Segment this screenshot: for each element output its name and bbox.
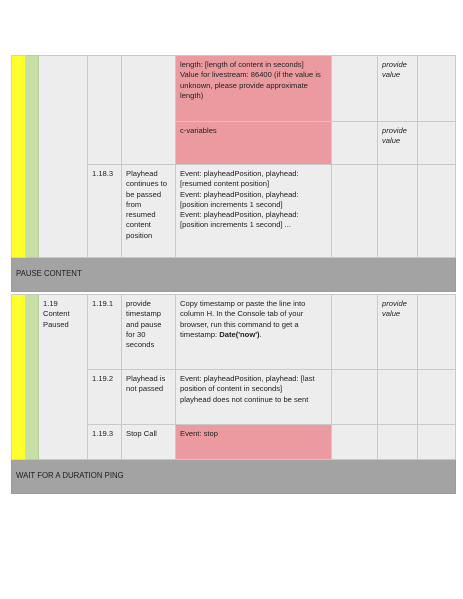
actual-cell[interactable] [332, 56, 378, 122]
result-cell[interactable] [418, 56, 456, 122]
expected-text: Copy timestamp or paste the line into column H. In the Console tab of your browser, run this command to get a timestamp: [180, 299, 306, 339]
section-id-cell [39, 56, 88, 258]
status-color-green [26, 295, 39, 460]
step-action-cell: Playhead is not passed [122, 370, 176, 425]
step-id-cell: 1.19.3 [88, 425, 122, 460]
test-steps-table [11, 55, 456, 494]
expected-cell-stop: Event: stop [176, 425, 332, 460]
expected-text: Event: playheadPosition, playhead: [position increments 1 second] [180, 189, 299, 209]
status-color-yellow [12, 56, 26, 258]
expected-cell [176, 295, 332, 370]
step-action-cell: Stop Call [122, 425, 176, 460]
result-cell[interactable] [418, 370, 456, 425]
step-id-cell: 1.19.2 [88, 370, 122, 425]
expected-text: Event: playheadPosition, playhead: [last position of content in seconds] [180, 374, 315, 394]
table-row [12, 295, 456, 370]
expected-text: playhead does not continue to be sent [180, 394, 309, 404]
step-action-cell: provide timestamp and pause for 30 seconds [122, 295, 176, 370]
expected-cell-c-variables: c-variables [176, 122, 332, 165]
note-cell [378, 370, 418, 425]
section-title: Content Paused [43, 309, 70, 329]
expected-cell [176, 165, 332, 258]
note-cell: provide value [378, 295, 418, 370]
step-action-cell: Playhead continues to be passed from resumed content position [122, 165, 176, 258]
result-cell[interactable] [418, 425, 456, 460]
status-color-yellow [12, 295, 26, 460]
note-cell [378, 425, 418, 460]
step-id-cell [88, 56, 122, 165]
section-id-cell [39, 295, 88, 460]
expected-text: length: [length of content in seconds] [180, 60, 304, 69]
result-cell[interactable] [418, 165, 456, 258]
table-row [12, 56, 456, 122]
note-cell [378, 165, 418, 258]
expected-cell-length [176, 56, 332, 122]
actual-cell[interactable] [332, 370, 378, 425]
expected-text: . [259, 329, 262, 339]
step-action-cell [122, 56, 176, 165]
expected-text: Event: playheadPosition, playhead: [position increments 1 second] ... [180, 210, 299, 230]
expected-command: Date('now') [219, 329, 260, 339]
section-header-row [12, 258, 456, 292]
actual-cell[interactable] [332, 122, 378, 165]
note-cell: provide value [378, 56, 418, 122]
note-cell: provide value [378, 122, 418, 165]
actual-cell[interactable] [332, 425, 378, 460]
step-id-cell: 1.19.1 [88, 295, 122, 370]
section-id: 1.19 [43, 299, 58, 308]
expected-text: Value for livestream: 86400 (if the value is unknown, please provide approximate length) [180, 70, 321, 100]
actual-cell[interactable] [332, 165, 378, 258]
expected-text: Event: playheadPosition, playhead: [resumed content position] [180, 169, 299, 189]
result-cell[interactable] [418, 295, 456, 370]
actual-cell[interactable] [332, 295, 378, 370]
expected-cell [176, 370, 332, 425]
status-color-green [26, 56, 39, 258]
section-header-pause-content: PAUSE CONTENT [12, 258, 456, 292]
section-header-wait-duration-ping: WAIT FOR A DURATION PING [12, 460, 456, 494]
section-header-row [12, 460, 456, 494]
result-cell[interactable] [418, 122, 456, 165]
step-id-cell: 1.18.3 [88, 165, 122, 258]
